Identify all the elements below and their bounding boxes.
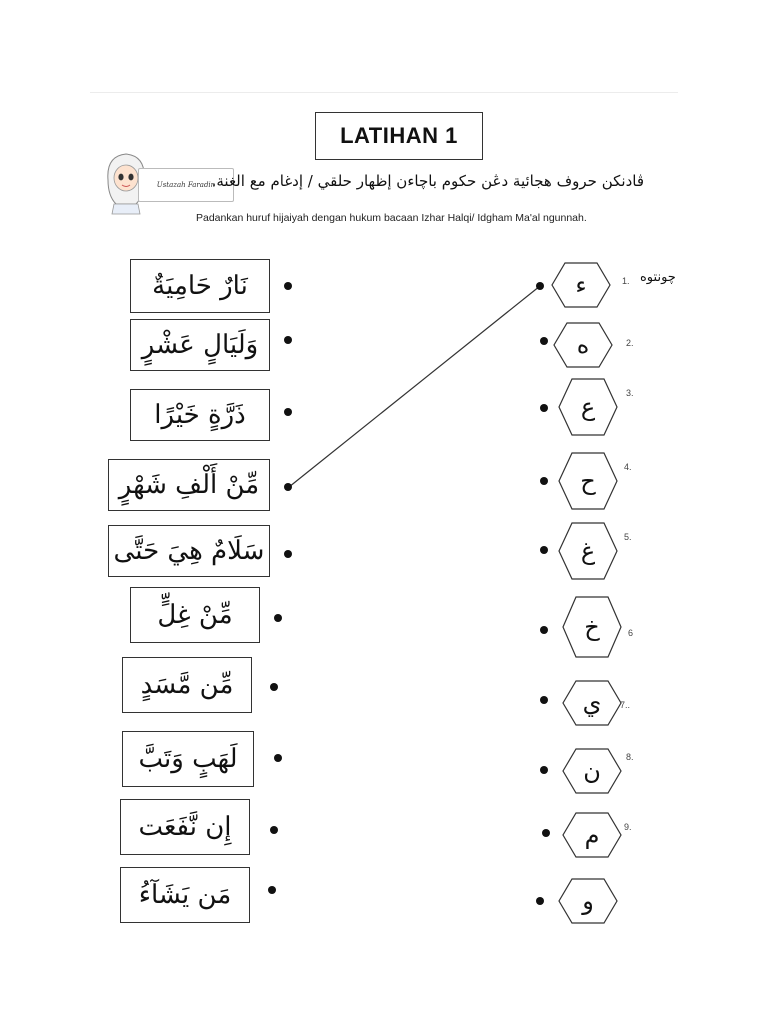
phrase-box [120,799,250,855]
left-match-dot[interactable] [270,826,278,834]
letter-text: ن [583,757,601,785]
right-match-dot[interactable] [536,897,544,905]
worksheet-title: LATIHAN 1 [315,112,483,160]
right-match-dot[interactable] [540,477,548,485]
letter-hexagon [558,878,618,924]
right-match-dot[interactable] [540,337,548,345]
letter-text: ع [580,393,596,421]
phrase-box [122,731,254,787]
letter-hexagon [558,378,618,436]
phrase-box [108,525,270,577]
phrase-text: نَارٌ حَامِيَةٌ [152,271,248,301]
letter-hexagon [558,522,618,580]
item-number: 9. [624,822,632,832]
phrase-box [130,259,270,313]
example-label: چونتوه [640,270,676,285]
logo-label: Ustazah Faradin [138,168,234,202]
phrase-box [120,867,250,923]
letter-hexagon [553,322,613,368]
phrase-text: وَلَيَالٍ عَشْرٍ [141,330,259,360]
phrase-text: لَهَبٍ وَتَبَّ [138,744,238,774]
letter-hexagon [562,596,622,658]
phrase-text: مِّنْ أَلْفِ شَهْرٍ [118,470,260,500]
letter-hexagon [562,812,622,858]
right-match-dot[interactable] [540,766,548,774]
left-match-dot[interactable] [284,282,292,290]
letter-text: ي [582,689,602,717]
phrase-text: مِّن مَّسَدٍ [140,670,234,700]
letter-text: غ [580,537,596,565]
letter-text: و [582,887,594,915]
left-match-dot[interactable] [284,336,292,344]
left-match-dot[interactable] [274,614,282,622]
item-number: 2. [626,338,634,348]
left-match-dot[interactable] [268,886,276,894]
right-match-dot[interactable] [536,282,544,290]
instruction-jawi: ڤادنكن حروف هجائية دڠن حكوم باچاءن إظهار حلقي / إدغام مع الغنة. [211,172,644,190]
left-match-dot[interactable] [274,754,282,762]
phrase-box [130,389,270,441]
phrase-text: مَن يَشَآءُ [138,880,232,910]
left-match-dot[interactable] [284,483,292,491]
item-number: 7.. [620,700,631,710]
letter-text: ح [580,467,596,495]
letter-text: خ [584,613,600,641]
letter-hexagon [558,452,618,510]
phrase-text: مِّنْ غِلٍّ [157,600,233,630]
item-number: 6 [628,628,634,638]
left-match-dot[interactable] [284,408,292,416]
phrase-text: ذَرَّةٍ خَيْرًا [154,400,246,430]
item-number: 3. [626,388,634,398]
phrase-box [130,587,260,643]
right-match-dot[interactable] [540,696,548,704]
left-match-dot[interactable] [270,683,278,691]
letter-text: م [584,821,600,849]
right-match-dot[interactable] [540,404,548,412]
phrase-text: إِن نَّفَعَت [138,812,232,842]
letter-text: ء [575,271,587,299]
item-number: 8. [626,752,634,762]
item-number: 5. [624,532,632,542]
right-match-dot[interactable] [540,546,548,554]
left-match-dot[interactable] [284,550,292,558]
phrase-box [130,319,270,371]
item-number: 4. [624,462,632,472]
instruction-malay: Padankan huruf hijaiyah dengan hukum bacaan Izhar Halqi/ Idgham Ma'al ngunnah. [196,212,587,224]
phrase-box [108,459,270,511]
letter-text: ه [576,331,590,359]
letter-hexagon [551,262,611,308]
right-match-dot[interactable] [542,829,550,837]
letter-hexagon [562,680,622,726]
letter-hexagon [562,748,622,794]
item-number: 1. [622,276,630,286]
phrase-text: سَلَامٌ هِيَ حَتَّى [113,536,265,566]
right-match-dot[interactable] [540,626,548,634]
phrase-box [122,657,252,713]
